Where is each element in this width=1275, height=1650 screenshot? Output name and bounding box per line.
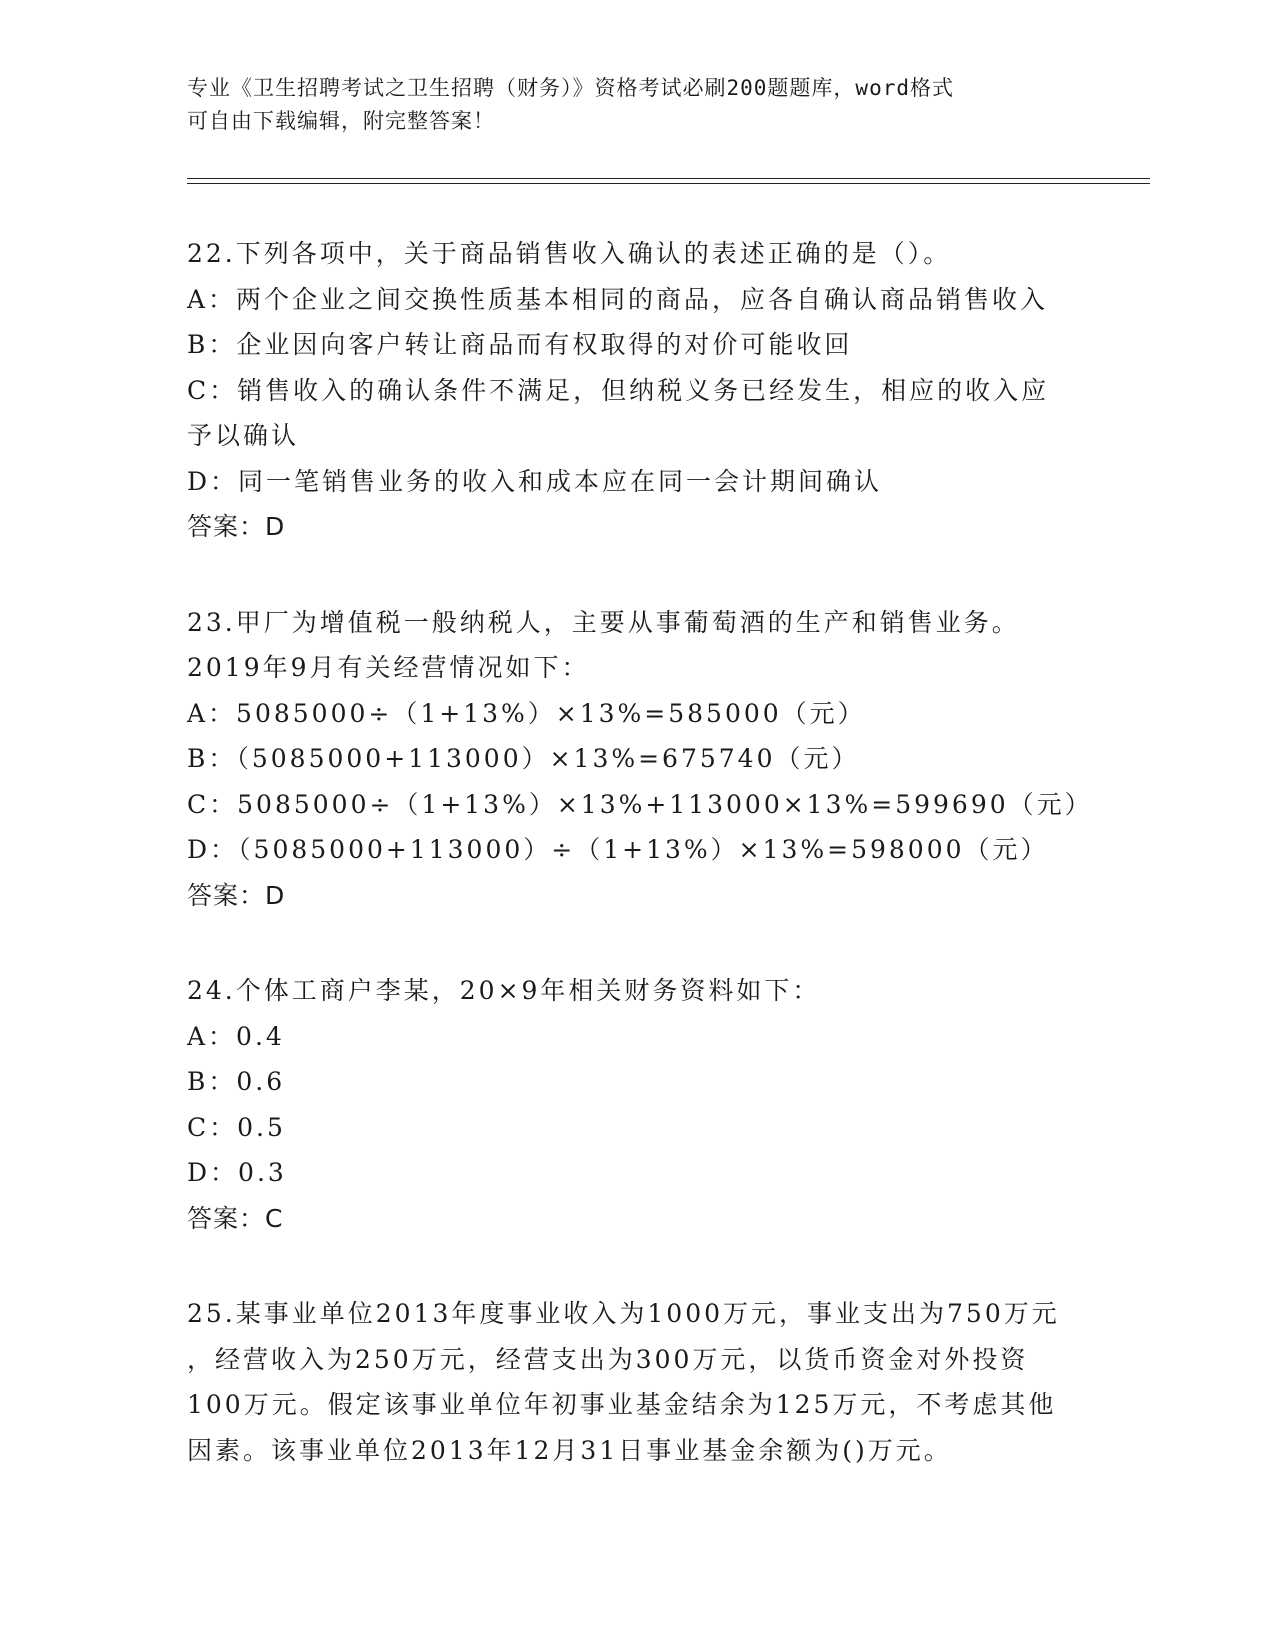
question-block xyxy=(187,968,1087,1241)
header-divider-top xyxy=(187,178,1150,179)
answer-line: 答案：D xyxy=(187,512,286,541)
option-line: A：5085000÷（1+13%）×13%=585000（元） xyxy=(187,698,866,728)
option-line: D：同一笔销售业务的收入和成本应在同一会计期间确认 xyxy=(187,466,883,496)
option-line: C：0.5 xyxy=(187,1112,286,1142)
option-line: C：5085000÷（1+13%）×13%+113000×13%=599690（元） xyxy=(187,789,1093,819)
header-line-1: 专业《卫生招聘考试之卫生招聘（财务）》资格考试必刷200题题库，word格式 xyxy=(187,76,954,100)
option-line: B：企业因向客户转让商品而有权取得的对价可能收回 xyxy=(187,330,853,359)
question-stem: 因素。该事业单位2013年12月31日事业基金余额为()万元。 xyxy=(187,1435,952,1465)
question-stem: 100万元。假定该事业单位年初事业基金结余为125万元，不考虑其他 xyxy=(187,1390,1057,1419)
option-line: A：0.4 xyxy=(187,1021,285,1051)
question-stem: ，经营收入为250万元，经营支出为300万元，以货币资金对外投资 xyxy=(187,1344,1029,1374)
option-line: A：两个企业之间交换性质基本相同的商品，应各自确认商品销售收入 xyxy=(187,284,1049,314)
answer-line: 答案：C xyxy=(187,1203,284,1233)
question-stem: 22.下列各项中，关于商品销售收入确认的表述正确的是（）。 xyxy=(187,239,952,268)
document-header xyxy=(187,72,1067,138)
question-list xyxy=(187,231,1093,1523)
header-divider-bottom xyxy=(187,183,1150,184)
option-line: B：（5085000+113000）×13%=675740（元） xyxy=(187,744,860,773)
option-line: D：（5085000+113000）÷（1+13%）×13%=598000（元） xyxy=(187,835,1049,864)
option-line: C：销售收入的确认条件不满足，但纳税义务已经发生，相应的收入应 xyxy=(187,375,1050,405)
question-stem: 25.某事业单位2013年度事业收入为1000万元，事业支出为750万元 xyxy=(187,1299,1060,1328)
option-line: B：0.6 xyxy=(187,1067,286,1096)
question-block xyxy=(187,600,1093,919)
question-stem: 23.甲厂为增值税一般纳税人，主要从事葡萄酒的生产和销售业务。 xyxy=(187,607,1020,637)
question-block xyxy=(187,1291,1087,1473)
question-stem: 2019年9月有关经营情况如下： xyxy=(187,653,590,682)
question-block xyxy=(187,231,1087,550)
option-line: 予以确认 xyxy=(187,421,300,450)
option-line: D：0.3 xyxy=(187,1158,287,1187)
answer-line: 答案：D xyxy=(187,880,286,910)
question-stem: 24.个体工商户李某，20×9年相关财务资料如下： xyxy=(187,976,821,1005)
header-line-2: 可自由下载编辑，附完整答案！ xyxy=(187,109,495,133)
